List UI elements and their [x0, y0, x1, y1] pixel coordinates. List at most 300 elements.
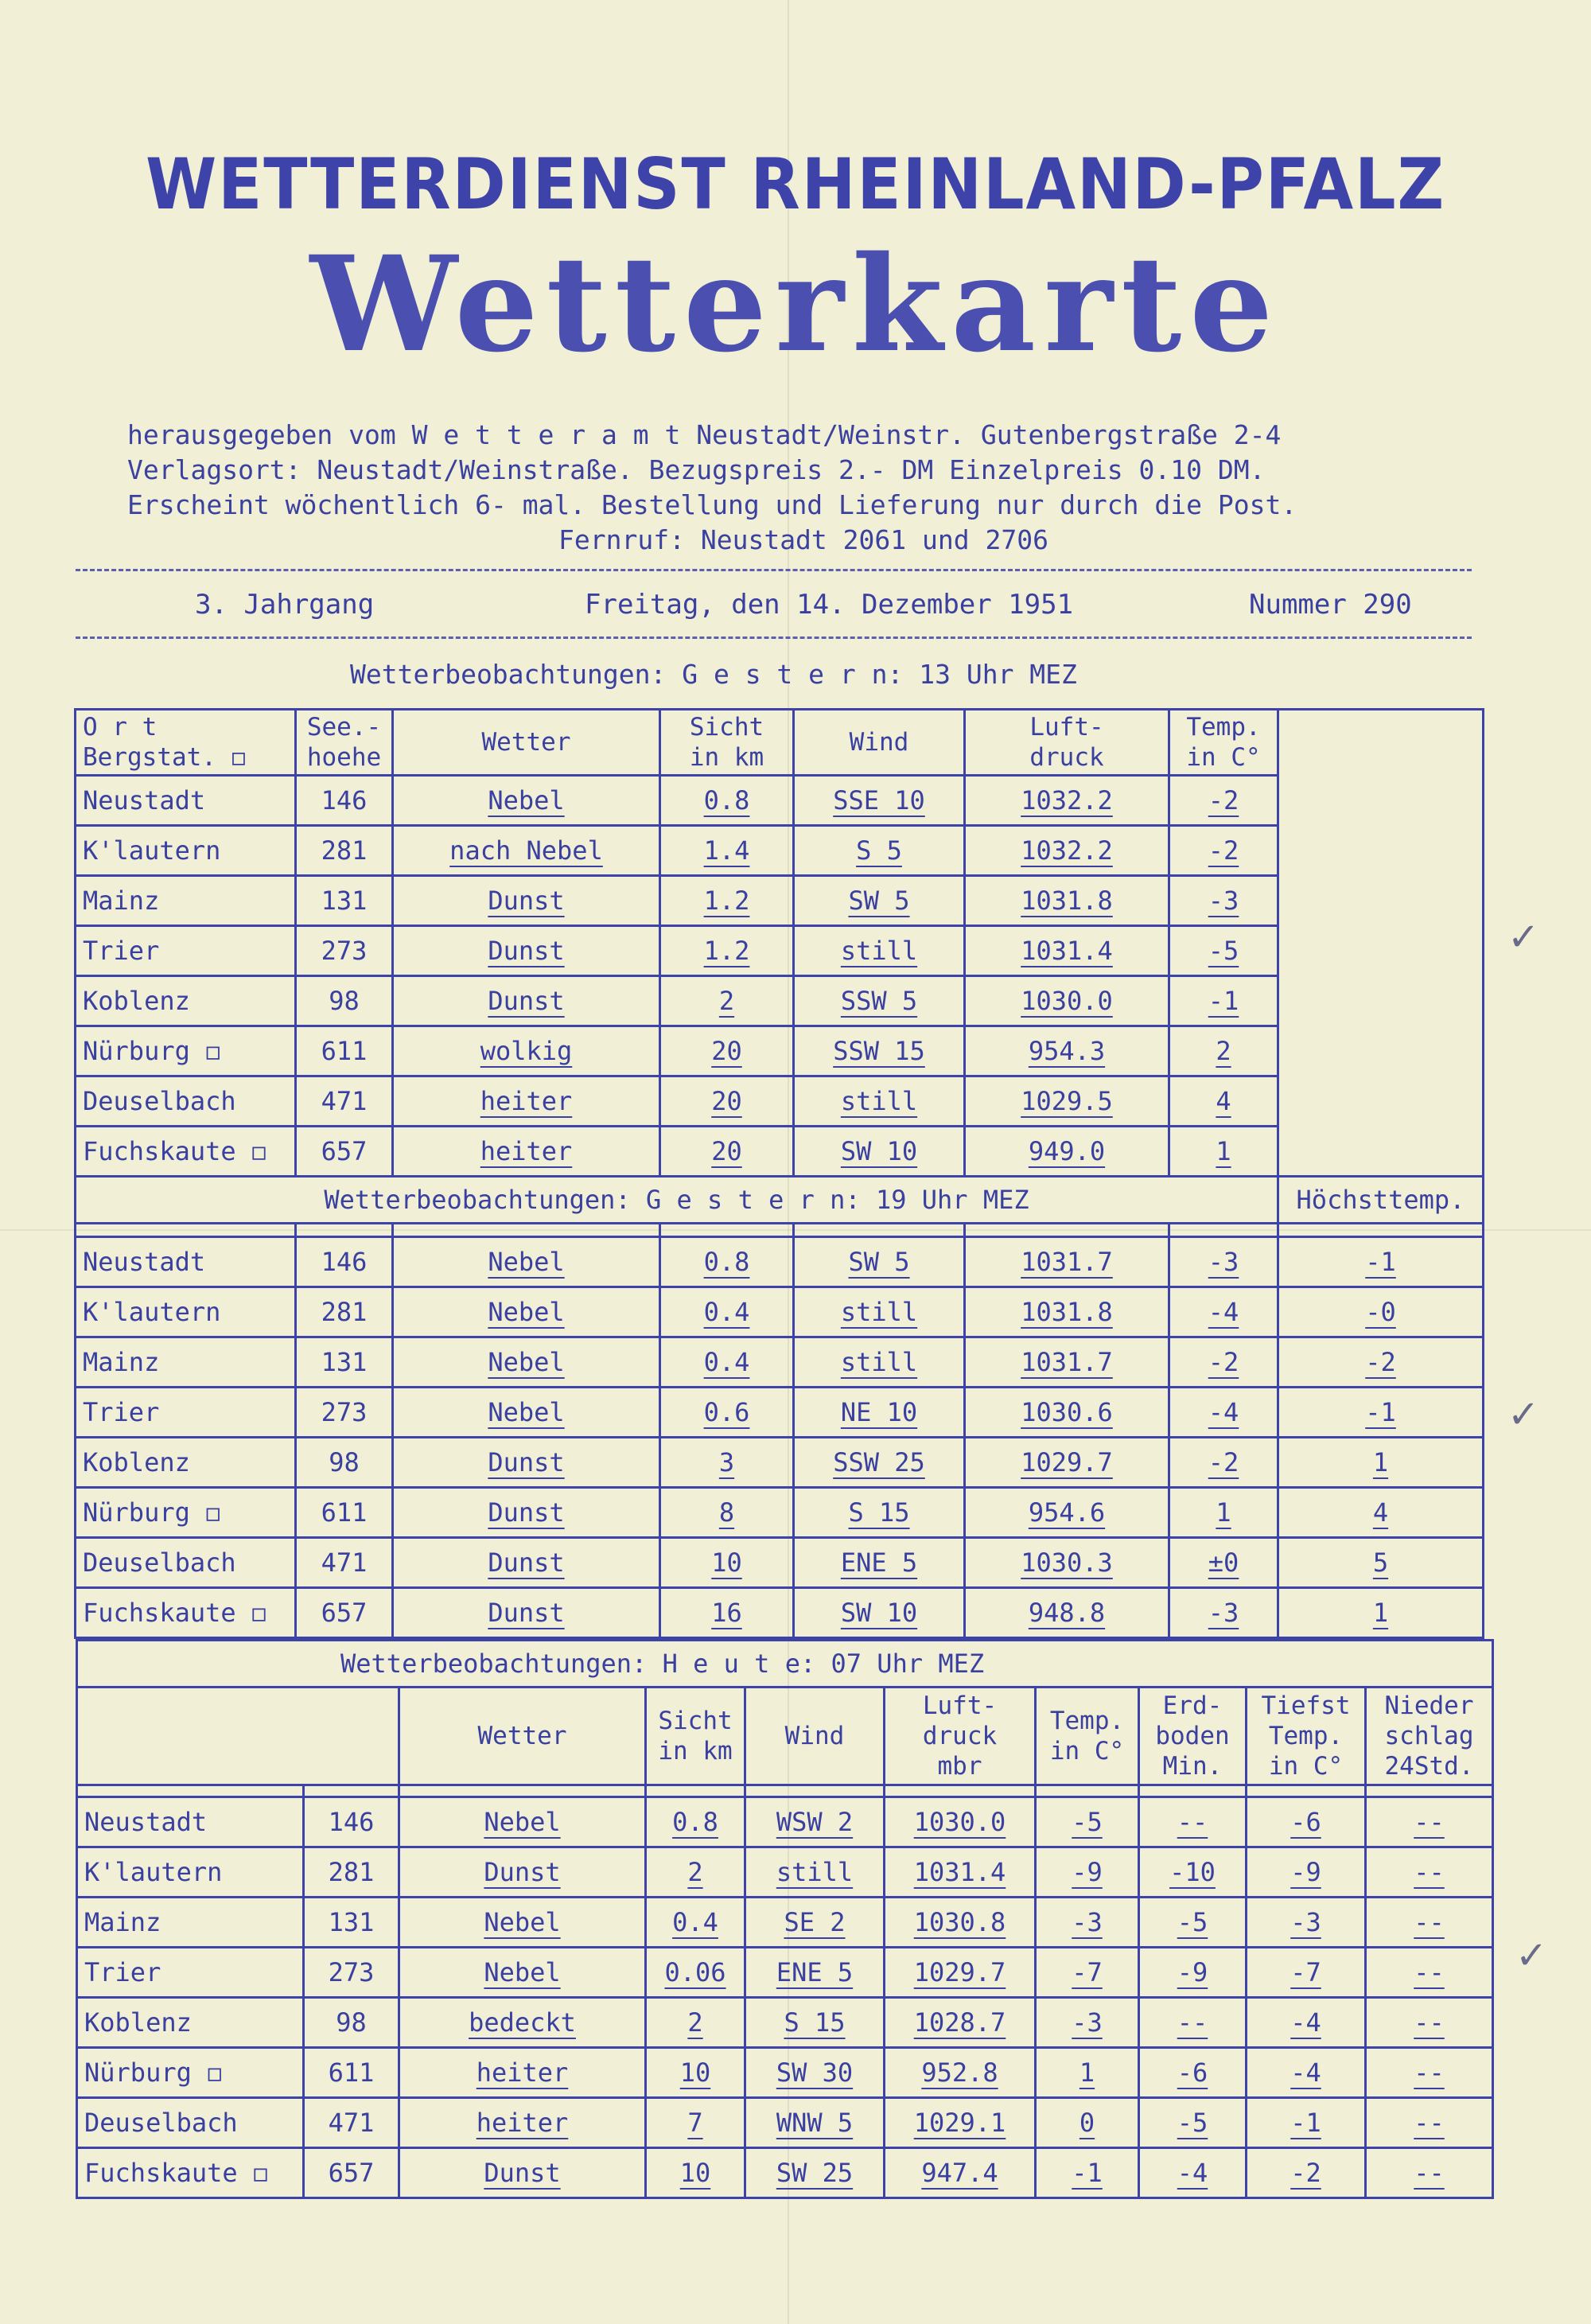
table-cell [965, 1026, 1169, 1076]
table-cell: 98 [296, 976, 393, 1026]
cell-value: still [776, 1857, 854, 1887]
table-cell [1247, 1898, 1366, 1948]
divider [76, 636, 1472, 639]
table-cell [1366, 2048, 1493, 2098]
empty-cell [745, 1785, 885, 1797]
column-header: Erd- boden Min. [1139, 1688, 1247, 1785]
cell-value: 0.4 [672, 1907, 718, 1937]
cell-value: -1 [1365, 1397, 1396, 1427]
table-cell [1278, 1488, 1484, 1538]
table-cell [1139, 1847, 1247, 1898]
table-cell: Koblenz [76, 976, 296, 1026]
cell-value: Dunst [488, 1547, 565, 1578]
cell-value: 2 [718, 986, 735, 1016]
table-row [77, 2048, 1493, 2098]
table-cell [304, 1898, 399, 1948]
cell-value: 1030.6 [1021, 1397, 1113, 1427]
table-cell [965, 1438, 1169, 1488]
section-title: Wetterbeobachtungen: H e u t e: 07 Uhr MEZ [77, 1641, 1493, 1688]
table-cell [1036, 2098, 1139, 2148]
cell-value: Nebel [488, 1297, 565, 1327]
cell-value: 949.0 [1028, 1136, 1106, 1166]
cell-value: 281 [321, 1297, 368, 1327]
table-row [77, 2148, 1493, 2198]
cell-value: Deuselbach [84, 2108, 238, 2138]
table-cell [794, 876, 965, 926]
table-cell [1169, 1438, 1278, 1488]
cell-value: -3 [1072, 2007, 1103, 2038]
cell-value: Dunst [484, 2158, 561, 2188]
empty-cell [393, 1224, 660, 1237]
cell-value: 611 [321, 1497, 368, 1528]
spacer-row [77, 1785, 1493, 1797]
cell-value: S 15 [848, 1497, 910, 1528]
table-cell [393, 1538, 660, 1588]
cell-value: heiter [476, 2108, 569, 2138]
cell-value: wolkig [480, 1036, 573, 1066]
table-cell [646, 1847, 745, 1898]
table-cell [1366, 1998, 1493, 2048]
cell-value: 4 [1216, 1086, 1231, 1116]
cell-value: 1031.8 [1021, 886, 1113, 916]
table-cell [76, 1588, 296, 1638]
empty-cell [1036, 1785, 1139, 1797]
table-cell [296, 1438, 393, 1488]
table-cell [1278, 1388, 1484, 1438]
observation-table-today [76, 1639, 1494, 2199]
table-cell [399, 2048, 646, 2098]
table-cell [1169, 1388, 1278, 1438]
cell-value: SE 2 [784, 1907, 846, 1937]
empty-cell [77, 1785, 304, 1797]
cell-value: 98 [329, 1447, 360, 1477]
table-cell [965, 1588, 1169, 1638]
cell-value: heiter [476, 2057, 569, 2088]
table-cell [1169, 876, 1278, 926]
table-cell [660, 1388, 794, 1438]
table-cell: Neustadt [76, 776, 296, 826]
table-cell [965, 976, 1169, 1026]
table-cell [1278, 1287, 1484, 1337]
table-cell [399, 1847, 646, 1898]
column-header: Sicht in km [646, 1688, 745, 1785]
check-mark-icon: ✓ [1515, 1933, 1548, 1978]
cell-value: -1 [1290, 2108, 1321, 2138]
cell-value: -5 [1208, 936, 1239, 966]
table-cell [393, 1488, 660, 1538]
table-cell [296, 1287, 393, 1337]
table-cell [660, 1438, 794, 1488]
empty-cell [399, 1785, 646, 1797]
cell-value: 657 [328, 2158, 375, 2188]
column-header [77, 1688, 399, 1785]
table-cell [304, 1797, 399, 1847]
cell-value: 0.6 [703, 1397, 750, 1427]
cell-value: -- [1414, 1807, 1445, 1837]
table-cell [1278, 1588, 1484, 1638]
table-cell [646, 1948, 745, 1998]
table-cell [1278, 1438, 1484, 1488]
table-row [77, 1847, 1493, 1898]
table-cell [1169, 776, 1278, 826]
table-cell [1169, 1287, 1278, 1337]
cell-value: Koblenz [83, 1447, 190, 1477]
table-row [76, 1488, 1484, 1538]
cell-value: 2 [1216, 1036, 1231, 1066]
cell-value: Trier [84, 1957, 161, 1987]
table-row [76, 926, 1484, 976]
cell-value: 947.4 [921, 2158, 998, 2188]
table-cell [1036, 1847, 1139, 1898]
table-cell [393, 876, 660, 926]
cell-value: 2 [687, 2007, 703, 2038]
table-cell [794, 826, 965, 876]
cell-value: 1030.0 [1021, 986, 1113, 1016]
table-cell [304, 2098, 399, 2148]
cell-value: 1 [1372, 1598, 1389, 1628]
cell-value: -6 [1177, 2057, 1208, 2088]
table-cell [1139, 1898, 1247, 1948]
info-line: Erscheint wöchentlich 6- mal. Bestellung und Lieferung nur durch die Post. [127, 489, 1297, 520]
table-cell [1169, 1337, 1278, 1388]
cell-value: 0.8 [703, 785, 750, 816]
column-header: Wetter [393, 710, 660, 776]
table-cell [1247, 2148, 1366, 2198]
cell-value: 1030.0 [913, 1807, 1006, 1837]
info-line: herausgegeben vom W e t t e r a m t Neustadt/Weinstr. Gutenbergstraße 2-4 [127, 419, 1282, 450]
cell-value: 1031.8 [1021, 1297, 1113, 1327]
cell-value: 1 [1216, 1136, 1231, 1166]
cell-value: 146 [328, 1807, 375, 1837]
table-cell [1169, 1588, 1278, 1638]
table-cell [1139, 2098, 1247, 2148]
cell-value: Neustadt [84, 1807, 208, 1837]
table-cell [885, 1948, 1036, 1998]
cell-value: -- [1414, 1907, 1445, 1937]
empty-cell [1278, 876, 1484, 926]
cell-value: 1029.1 [913, 2108, 1006, 2138]
cell-value: still [840, 1297, 918, 1327]
table-row [77, 1797, 1493, 1847]
table-cell [393, 1588, 660, 1638]
cell-value: -1 [1365, 1247, 1396, 1277]
table-cell [794, 1438, 965, 1488]
table-cell [1247, 2098, 1366, 2148]
table-cell [660, 926, 794, 976]
table-cell: 611 [296, 1026, 393, 1076]
table-cell [885, 2148, 1036, 2198]
table-cell [77, 1998, 304, 2048]
cell-value: 611 [328, 2057, 375, 2088]
cell-value: -- [1414, 2007, 1445, 2038]
cell-value: 16 [711, 1598, 742, 1628]
cell-value: -4 [1208, 1297, 1239, 1327]
cell-value: 1.2 [703, 886, 750, 916]
empty-cell [76, 1224, 296, 1237]
table-cell [77, 2148, 304, 2198]
table-cell [296, 1337, 393, 1388]
table-cell [794, 1588, 965, 1638]
cell-value: SSW 15 [833, 1036, 925, 1066]
table-cell [965, 1287, 1169, 1337]
table-cell [1169, 1127, 1278, 1177]
table-cell [794, 1076, 965, 1127]
empty-cell [1278, 826, 1484, 876]
table-cell: Trier [76, 926, 296, 976]
table-cell [393, 976, 660, 1026]
table-cell [660, 1588, 794, 1638]
empty-cell [1278, 776, 1484, 826]
table-row [76, 1026, 1484, 1076]
table-cell [296, 1388, 393, 1438]
cell-value: -- [1414, 1957, 1445, 1987]
table-cell [660, 1337, 794, 1388]
check-mark-icon: ✓ [1507, 1392, 1540, 1437]
table-row [76, 876, 1484, 926]
cell-value: 0.06 [664, 1957, 726, 1987]
table-cell [794, 926, 965, 976]
table-cell [399, 1998, 646, 2048]
table-cell [794, 1337, 965, 1388]
cell-value: Koblenz [84, 2007, 192, 2038]
cell-value: Dunst [484, 1857, 561, 1887]
table-cell: Fuchskaute ◻ [76, 1127, 296, 1177]
cell-value: Nebel [488, 1247, 565, 1277]
cell-value: -2 [1208, 1447, 1239, 1477]
check-mark-icon: ✓ [1507, 915, 1540, 960]
issue-number: Nummer 290 [1249, 589, 1412, 621]
cell-value: -3 [1208, 1598, 1239, 1628]
table-cell [1366, 1847, 1493, 1898]
table-cell [1169, 1026, 1278, 1076]
cell-value: -3 [1072, 1907, 1103, 1937]
table-row [76, 1538, 1484, 1588]
table-cell [304, 1847, 399, 1898]
table-row [76, 1237, 1484, 1287]
cell-value: 471 [321, 1547, 368, 1578]
cell-value: 10 [679, 2158, 711, 2188]
cell-value: 1029.5 [1021, 1086, 1113, 1116]
empty-cell [1139, 1785, 1247, 1797]
cell-value: -2 [1290, 2158, 1321, 2188]
cell-value: -2 [1365, 1347, 1396, 1377]
column-header: Luft- druck mbr [885, 1688, 1036, 1785]
cell-value: -10 [1169, 1857, 1216, 1887]
cell-value: 0.8 [672, 1807, 718, 1837]
empty-cell [660, 1224, 794, 1237]
cell-value: 20 [711, 1136, 742, 1166]
table-cell [794, 976, 965, 1026]
cell-value: SSW 5 [840, 986, 918, 1016]
empty-cell [885, 1785, 1036, 1797]
table-cell [399, 2148, 646, 2198]
table-cell [885, 1998, 1036, 2048]
table-cell [76, 1438, 296, 1488]
cell-value: 2 [687, 1857, 703, 1887]
cell-value: SW 5 [848, 886, 910, 916]
cell-value: 273 [321, 1397, 368, 1427]
table-cell [77, 1898, 304, 1948]
cell-value: bedeckt [469, 2007, 576, 2038]
table-row [76, 826, 1484, 876]
table-cell [646, 1797, 745, 1847]
table-cell [646, 2148, 745, 2198]
table-cell [745, 2098, 885, 2148]
table-cell [660, 1127, 794, 1177]
cell-value: Nebel [488, 1397, 565, 1427]
cell-value: 1029.7 [913, 1957, 1006, 1987]
cell-value: Deuselbach [83, 1547, 236, 1578]
table-cell [393, 1026, 660, 1076]
table-cell [794, 1026, 965, 1076]
table-cell [1169, 1538, 1278, 1588]
cell-value: 3 [718, 1447, 735, 1477]
cell-value: Mainz [83, 1347, 160, 1377]
table-cell [1169, 1488, 1278, 1538]
table-cell [794, 1388, 965, 1438]
table-cell [296, 1538, 393, 1588]
cell-value: Dunst [488, 1447, 565, 1477]
table-cell: Mainz [76, 876, 296, 926]
cell-value: -5 [1177, 1907, 1208, 1937]
column-header: Wind [794, 710, 965, 776]
cell-value: 1031.7 [1021, 1347, 1113, 1377]
cell-value: 7 [687, 2108, 703, 2138]
table-cell [393, 776, 660, 826]
table-cell [1169, 826, 1278, 876]
table-cell [794, 1488, 965, 1538]
table-cell [393, 926, 660, 976]
info-line-phone: Fernruf: Neustadt 2061 und 2706 [558, 524, 1048, 555]
empty-cell [296, 1224, 393, 1237]
table-cell [1169, 976, 1278, 1026]
table-cell: 281 [296, 826, 393, 876]
cell-value: SSE 10 [833, 785, 925, 816]
table-row [76, 1388, 1484, 1438]
table-cell [660, 1237, 794, 1287]
table-cell [393, 1287, 660, 1337]
cell-value: 131 [321, 1347, 368, 1377]
cell-value: 1029.7 [1021, 1447, 1113, 1477]
cell-value: Nebel [484, 1807, 561, 1837]
cell-value: S 5 [856, 835, 902, 866]
table-cell [1278, 1538, 1484, 1588]
table-cell: 471 [296, 1076, 393, 1127]
empty-cell [1278, 1026, 1484, 1076]
cell-value: 20 [711, 1086, 742, 1116]
cell-value: -6 [1290, 1807, 1321, 1837]
table-cell [646, 2098, 745, 2148]
table-cell [965, 1337, 1169, 1388]
table-cell [393, 1127, 660, 1177]
table-cell [965, 1076, 1169, 1127]
column-header: Wind [745, 1688, 885, 1785]
table-row [76, 1337, 1484, 1388]
table-cell [76, 1538, 296, 1588]
table-cell [1366, 1898, 1493, 1948]
table-row [76, 976, 1484, 1026]
cell-value: -9 [1072, 1857, 1103, 1887]
table-cell [1036, 1898, 1139, 1948]
divider [76, 569, 1472, 571]
cell-value: -4 [1208, 1397, 1239, 1427]
cell-value: 1.4 [703, 835, 750, 866]
table-cell [965, 1237, 1169, 1287]
table-cell [885, 1898, 1036, 1948]
table-cell [646, 2048, 745, 2098]
table-cell [1247, 1797, 1366, 1847]
table-cell [745, 1898, 885, 1948]
table-cell [399, 2098, 646, 2148]
cell-value: still [840, 1347, 918, 1377]
table-row [76, 1588, 1484, 1638]
table-row [77, 1998, 1493, 2048]
observation-table-yesterday [74, 708, 1484, 1639]
table-cell [794, 776, 965, 826]
table-cell [1247, 2048, 1366, 2098]
cell-value: Nebel [484, 1907, 561, 1937]
cell-value: SW 10 [840, 1136, 918, 1166]
table-cell [77, 1847, 304, 1898]
empty-cell [1278, 976, 1484, 1026]
publication-info [127, 418, 1480, 558]
table-cell [393, 826, 660, 876]
table-cell [885, 2048, 1036, 2098]
table-cell [76, 1337, 296, 1388]
table-cell [1247, 1847, 1366, 1898]
table-cell [660, 976, 794, 1026]
table-row [76, 1287, 1484, 1337]
table-cell [1036, 2148, 1139, 2198]
cell-value: -3 [1208, 1247, 1239, 1277]
cell-value: -- [1414, 2057, 1445, 2088]
table-cell [965, 1538, 1169, 1588]
column-header: Sicht in km [660, 710, 794, 776]
cell-value: still [840, 936, 918, 966]
cell-value: Trier [83, 1397, 160, 1427]
cell-value: heiter [480, 1086, 573, 1116]
cell-value: -- [1414, 2108, 1445, 2138]
cell-value: 0.4 [703, 1297, 750, 1327]
empty-cell [1278, 1224, 1484, 1237]
cell-value: 1030.8 [913, 1907, 1006, 1937]
table-cell [76, 1237, 296, 1287]
table-cell [660, 876, 794, 926]
table-cell [304, 1998, 399, 2048]
cell-value: Nebel [488, 1347, 565, 1377]
table-cell [393, 1438, 660, 1488]
cell-value: 146 [321, 1247, 368, 1277]
column-header: Nieder schlag 24Std. [1366, 1688, 1493, 1785]
cell-value: -1 [1208, 986, 1239, 1016]
table-cell [1139, 2048, 1247, 2098]
table-cell [1036, 1948, 1139, 1998]
table-cell [965, 876, 1169, 926]
cell-value: Nebel [488, 785, 565, 816]
cell-value: 20 [711, 1036, 742, 1066]
table-cell [1366, 2098, 1493, 2148]
column-header: Temp. in C° [1169, 710, 1278, 776]
cell-value: -4 [1290, 2057, 1321, 2088]
table-cell [1036, 1797, 1139, 1847]
table-cell [77, 1948, 304, 1998]
cell-value: 948.8 [1028, 1598, 1106, 1628]
table-row [77, 1898, 1493, 1948]
cell-value: 0.8 [703, 1247, 750, 1277]
column-header: Höchsttemp. [1278, 1177, 1484, 1224]
empty-cell [1247, 1785, 1366, 1797]
table-row [76, 1127, 1484, 1177]
